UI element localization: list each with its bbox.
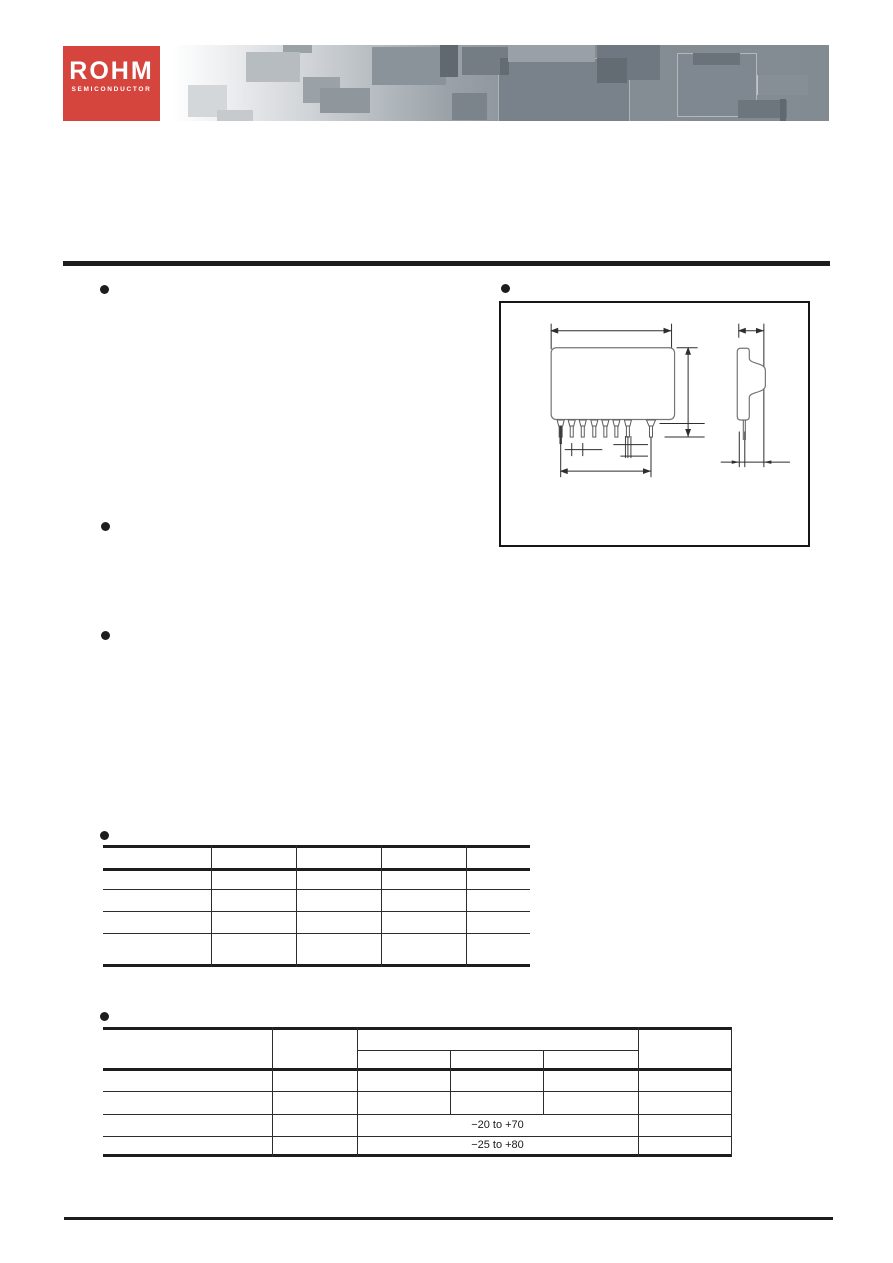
temp-range-value-1: −20 to +70 bbox=[471, 1119, 524, 1131]
table1-col-line bbox=[466, 845, 467, 967]
table2-subheader-line bbox=[357, 1050, 638, 1051]
top-divider-rule bbox=[63, 261, 830, 266]
temp-range-value-2: −25 to +80 bbox=[471, 1139, 524, 1151]
table2-col-line bbox=[272, 1027, 273, 1157]
package-outline-box bbox=[499, 301, 810, 547]
table2-right-border bbox=[731, 1027, 732, 1157]
bottom-divider-rule bbox=[64, 1217, 833, 1220]
table2-subcol-line bbox=[543, 1050, 544, 1114]
header-banner-mosaic bbox=[172, 45, 829, 121]
section-bullet-2 bbox=[101, 522, 110, 531]
table1-col-line bbox=[296, 845, 297, 967]
package-outline-drawing bbox=[501, 303, 808, 545]
rohm-logo-brand: ROHM bbox=[69, 57, 154, 85]
section-bullet-1 bbox=[100, 285, 109, 294]
table2-subcol-line bbox=[450, 1050, 451, 1114]
table1-col-line bbox=[211, 845, 212, 967]
rohm-logo-tagline: SEMICONDUCTOR bbox=[71, 86, 152, 93]
section-bullet-table2 bbox=[100, 1012, 109, 1021]
rohm-logo bbox=[63, 46, 160, 121]
section-bullet-table1 bbox=[100, 831, 109, 840]
section-bullet-3 bbox=[101, 631, 110, 640]
section-bullet-package bbox=[501, 284, 510, 293]
table1-col-line bbox=[381, 845, 382, 967]
